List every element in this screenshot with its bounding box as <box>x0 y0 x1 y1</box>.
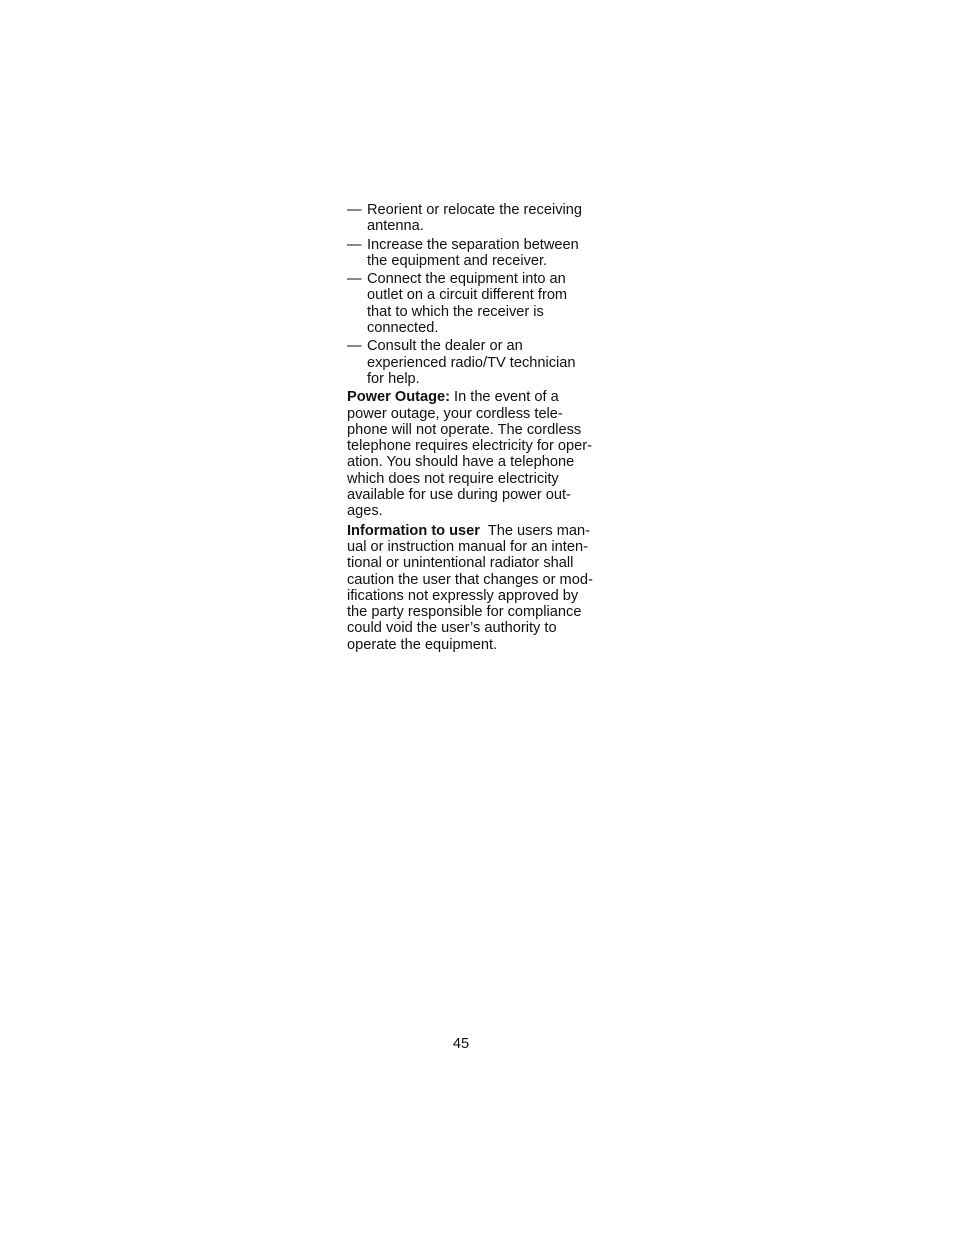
list-item-line: Reorient or relocate the receiving <box>367 202 582 218</box>
paragraph-line: could void the user’s authority to <box>347 620 557 637</box>
dash-bullet: — <box>347 338 362 355</box>
dash-bullet: — <box>347 202 362 218</box>
list-item-line: connected. <box>367 320 439 337</box>
list-item-line: Increase the separation between <box>367 236 579 253</box>
list-item <box>347 271 612 336</box>
list-item-line: the equipment and receiver. <box>367 252 548 269</box>
list-item-line: antenna. <box>367 218 424 235</box>
power-outage-heading: Power Outage: <box>347 389 450 406</box>
text-column <box>347 202 612 656</box>
paragraph-line: phone will not operate. The cordless <box>347 421 582 438</box>
paragraph-line: ages. <box>347 503 383 520</box>
information-paragraph <box>347 523 612 653</box>
power-outage-paragraph <box>347 389 612 519</box>
list-item <box>347 202 612 235</box>
dash-bullet: — <box>347 271 362 288</box>
paragraph-line: telephone requires electricity for oper- <box>347 438 592 455</box>
paragraph-line: which does not require electricity <box>347 470 559 487</box>
list-item-line: outlet on a circuit different from <box>367 287 568 304</box>
information-heading: Information to user <box>347 522 480 539</box>
paragraph-line: ifications not expressly approved by <box>347 587 579 604</box>
paragraph-line: ation. You should have a telephone <box>347 454 575 471</box>
list-item-line: experienced radio/TV technician <box>367 354 576 371</box>
list-item-line: for help. <box>367 370 420 387</box>
paragraph-first-line <box>347 523 612 539</box>
page-number: 45 <box>452 1036 470 1052</box>
paragraph-line: power outage, your cordless tele- <box>347 405 563 422</box>
paragraph-line: ual or instruction manual for an inten- <box>347 538 588 555</box>
list-item-line: that to which the receiver is <box>367 303 544 320</box>
paragraph-line: tional or unintentional radiator shall <box>347 555 574 572</box>
paragraph-line: operate the equipment. <box>347 636 498 653</box>
paragraph-line: the party responsible for compliance <box>347 604 582 621</box>
paragraph-line: available for use during power out- <box>347 487 571 504</box>
list-item <box>347 237 612 270</box>
list-item-line: Consult the dealer or an <box>367 338 523 355</box>
paragraph-first-line <box>347 389 612 405</box>
paragraph-text: In the event of a <box>449 389 559 406</box>
list-item <box>347 338 612 387</box>
paragraph-text: The users man- <box>479 522 591 539</box>
paragraph-line: caution the user that changes or mod- <box>347 571 593 588</box>
dash-bullet: — <box>347 236 362 253</box>
list-item-line: Connect the equipment into an <box>367 271 566 288</box>
